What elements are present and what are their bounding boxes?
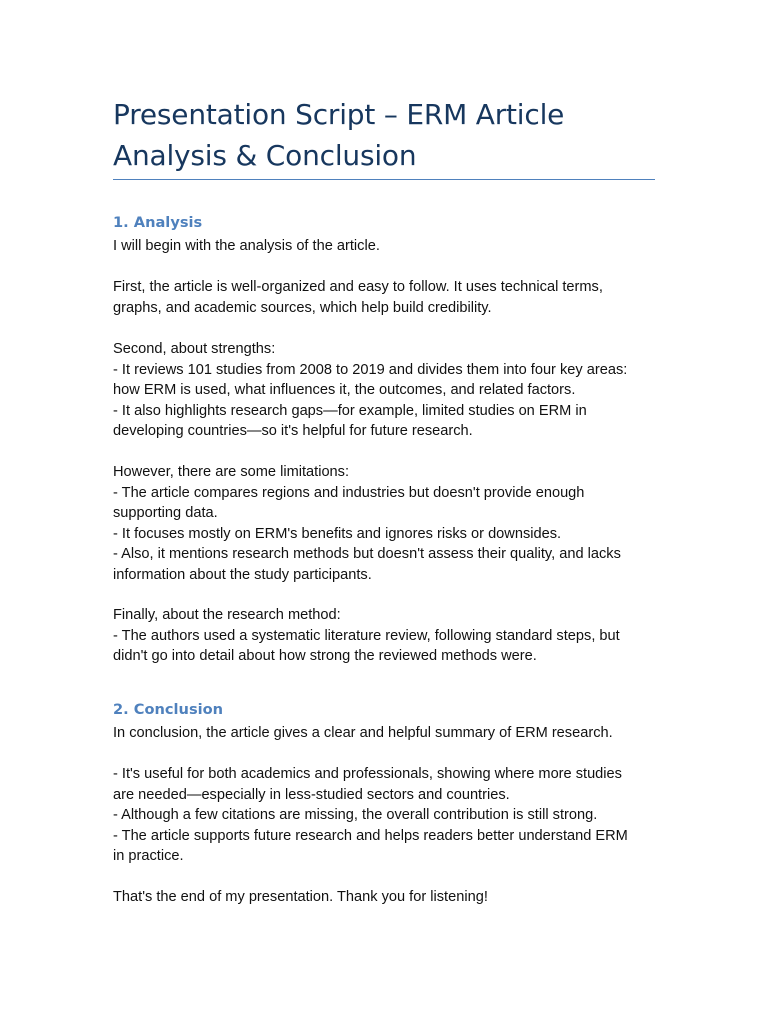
paragraph-line: developing countries—so it's helpful for future research. <box>113 423 473 439</box>
paragraph-line: However, there are some limitations: <box>113 464 350 480</box>
conclusion-paragraph-points <box>113 764 661 867</box>
paragraph-line: information about the study participants. <box>113 566 372 583</box>
section-heading-analysis: 1. Analysis <box>113 214 203 231</box>
analysis-paragraph-limitations <box>113 462 661 585</box>
paragraph-line: are needed—especially in less-studied sectors and countries. <box>113 786 510 803</box>
document-title <box>113 94 658 176</box>
analysis-paragraph-method <box>113 605 661 667</box>
paragraph-line: - It's useful for both academics and professionals, showing where more studies <box>113 766 622 782</box>
title-line: Presentation Script – ERM Article <box>113 98 565 131</box>
paragraph-line: supporting data. <box>113 505 218 521</box>
paragraph-line: In conclusion, the article gives a clear and helpful summary of ERM research. <box>113 725 613 741</box>
paragraph-line: First, the article is well-organized and easy to follow. It uses technical terms, <box>113 279 603 295</box>
title-underline <box>113 179 655 180</box>
analysis-intro <box>113 236 661 257</box>
paragraph-line: - The article supports future research and helps readers better understand ERM <box>113 827 628 844</box>
title-line: Analysis & Conclusion <box>113 139 417 172</box>
analysis-paragraph-organization <box>113 277 661 318</box>
paragraph-line: That's the end of my presentation. Thank you for listening! <box>113 889 488 905</box>
paragraph-line: - Although a few citations are missing, the overall contribution is still strong. <box>113 807 598 823</box>
conclusion-closing <box>113 887 661 908</box>
paragraph-line: - It focuses mostly on ERM's benefits and ignores risks or downsides. <box>113 525 562 542</box>
paragraph-line: - The authors used a systematic literature review, following standard steps, but <box>113 627 620 644</box>
paragraph-line: - Also, it mentions research methods but doesn't assess their quality, and lacks <box>113 546 621 562</box>
paragraph-line: didn't go into detail about how strong the reviewed methods were. <box>113 648 537 664</box>
paragraph-line: - The article compares regions and industries but doesn't provide enough <box>113 484 585 501</box>
paragraph-line: - It reviews 101 studies from 2008 to 2019 and divides them into four key areas: <box>113 361 628 378</box>
section-heading-conclusion: 2. Conclusion <box>113 701 224 718</box>
paragraph-line: Second, about strengths: <box>113 341 276 357</box>
paragraph-line: in practice. <box>113 848 184 864</box>
paragraph-line: - It also highlights research gaps—for example, limited studies on ERM in <box>113 402 587 419</box>
paragraph-line: Finally, about the research method: <box>113 607 341 623</box>
conclusion-intro <box>113 723 661 744</box>
analysis-paragraph-strengths <box>113 339 661 442</box>
paragraph-line: graphs, and academic sources, which help build credibility. <box>113 299 492 316</box>
paragraph-line: I will begin with the analysis of the article. <box>113 238 380 254</box>
paragraph-line: how ERM is used, what influences it, the outcomes, and related factors. <box>113 382 576 398</box>
